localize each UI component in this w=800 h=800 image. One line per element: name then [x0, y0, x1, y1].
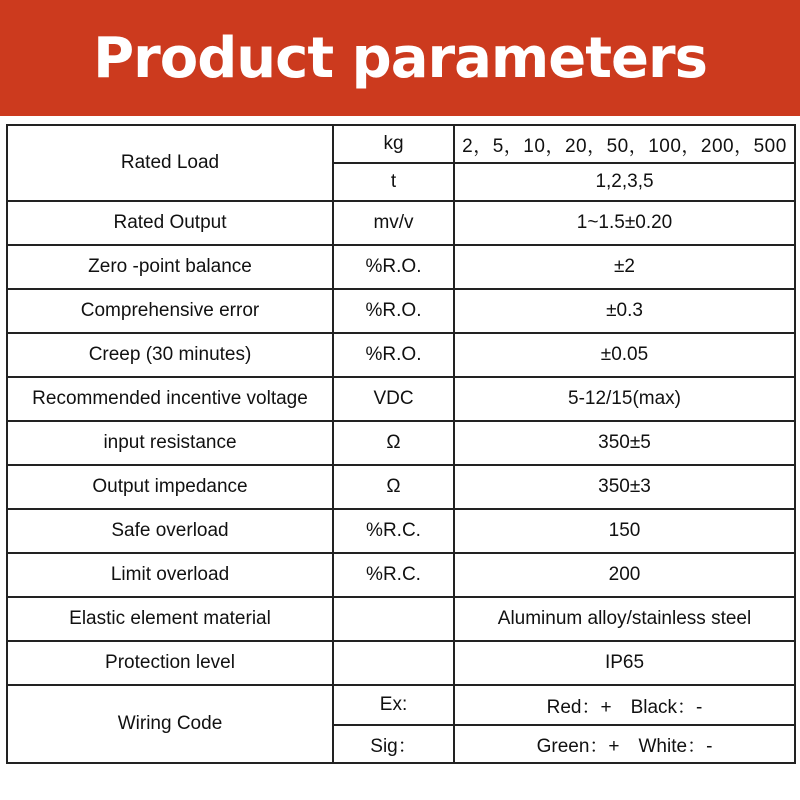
param-value: ±0.3: [454, 289, 795, 333]
param-name: Rated Load: [7, 125, 333, 201]
param-name: Elastic element material: [7, 597, 333, 641]
param-value: 1~1.5±0.20: [454, 201, 795, 245]
table-row: [7, 333, 795, 377]
table-row: [7, 465, 795, 509]
param-value: IP65: [454, 641, 795, 685]
table-row: [7, 597, 795, 641]
param-value: 150: [454, 509, 795, 553]
table-row: [7, 201, 795, 245]
title-banner: [0, 0, 800, 116]
table-row: [7, 125, 795, 163]
param-unit: t: [333, 163, 454, 201]
parameters-table: [6, 124, 796, 764]
param-name: Zero -point balance: [7, 245, 333, 289]
param-value: 5-12/15(max): [454, 377, 795, 421]
param-name: Rated Output: [7, 201, 333, 245]
param-unit: Ex:: [333, 685, 454, 725]
param-unit: %R.C.: [333, 553, 454, 597]
param-unit: Sig：: [333, 725, 454, 763]
param-unit: kg: [333, 125, 454, 163]
param-name: Wiring Code: [7, 685, 333, 763]
param-value: 1,2,3,5: [454, 163, 795, 201]
param-value: Green：+ White：-: [454, 725, 795, 763]
param-unit: %R.C.: [333, 509, 454, 553]
param-name: Creep (30 minutes): [7, 333, 333, 377]
table-row: [7, 289, 795, 333]
table-row: [7, 641, 795, 685]
param-value: 350±3: [454, 465, 795, 509]
param-unit: Ω: [333, 465, 454, 509]
table-row: [7, 377, 795, 421]
param-unit: Ω: [333, 421, 454, 465]
param-value: 200: [454, 553, 795, 597]
param-value: ±0.05: [454, 333, 795, 377]
param-name: Output impedance: [7, 465, 333, 509]
table-row: [7, 553, 795, 597]
table-row: [7, 509, 795, 553]
param-unit: %R.O.: [333, 289, 454, 333]
table-row: [7, 245, 795, 289]
param-name: input resistance: [7, 421, 333, 465]
param-unit: [333, 641, 454, 685]
param-unit: mv/v: [333, 201, 454, 245]
param-name: Comprehensive error: [7, 289, 333, 333]
param-name: Limit overload: [7, 553, 333, 597]
param-name: Protection level: [7, 641, 333, 685]
page-title: Product parameters: [93, 25, 707, 91]
param-value: Red：+ Black：-: [454, 685, 795, 725]
param-unit: VDC: [333, 377, 454, 421]
param-value: 350±5: [454, 421, 795, 465]
param-unit: [333, 597, 454, 641]
param-unit: %R.O.: [333, 333, 454, 377]
param-value: 2，5，10，20，50，100，200，500: [454, 125, 795, 163]
param-name: Recommended incentive voltage: [7, 377, 333, 421]
param-value: Aluminum alloy/stainless steel: [454, 597, 795, 641]
table-row: [7, 421, 795, 465]
table-row: [7, 685, 795, 725]
param-name: Safe overload: [7, 509, 333, 553]
param-value: ±2: [454, 245, 795, 289]
param-unit: %R.O.: [333, 245, 454, 289]
